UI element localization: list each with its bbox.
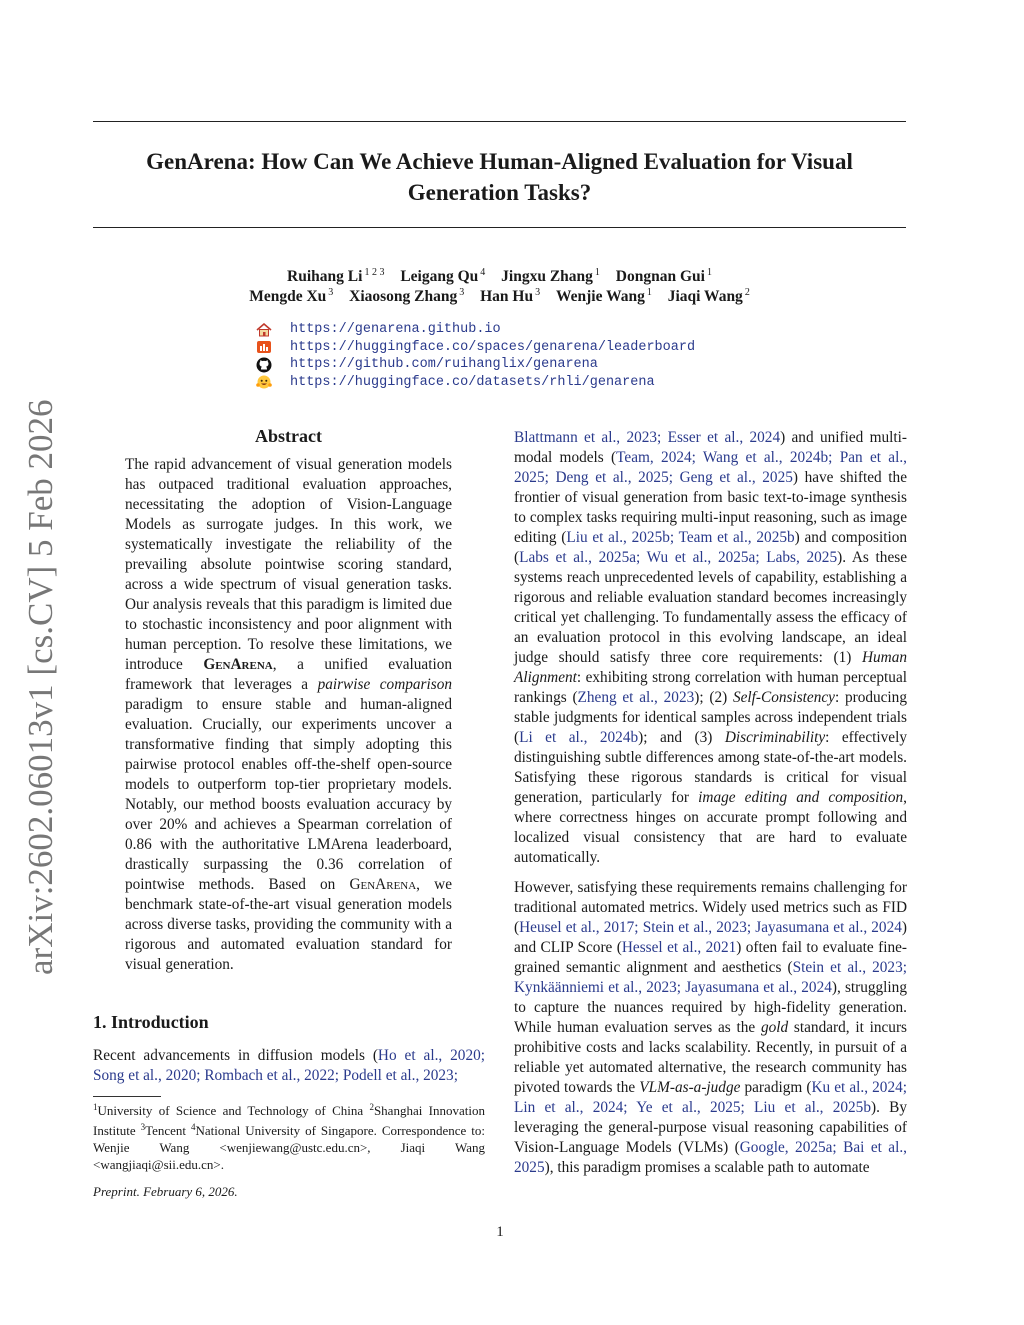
body-text: : exhibiting strong correlation with human perceptual rankings ( <box>514 669 907 706</box>
author-name: Ruihang Li <box>287 268 363 285</box>
author-name: Mengde Xu <box>249 288 327 305</box>
preprint-note: Preprint. February 6, 2026. <box>93 1184 238 1199</box>
project-links <box>256 321 695 391</box>
title-line-2: Generation Tasks? <box>407 180 592 205</box>
author-affiliation: 3 <box>535 287 541 298</box>
link-url[interactable]: https://huggingface.co/datasets/rhli/genarena <box>290 374 655 390</box>
body-emphasis: image editing and composition <box>698 789 904 806</box>
body-emphasis: Self-Consistency <box>732 689 835 706</box>
title-line-1: GenArena: How Can We Achieve Human-Aligned Evaluation for Visual <box>146 149 853 174</box>
body-text: : producing stable judgments for identical samples across independent trials ( <box>514 689 907 746</box>
body-text: ), struggling to capture the nuances required by high-fidelity generation. While human evaluation serves as the <box>514 979 907 1036</box>
abstract-text: paradigm to ensure stable and human-aligned evaluation. Crucially, our experiments uncover a transformative finding that simply adopting this pairwise protocol enables off-the-shelf open-source models to outperform top-tier proprietary models. Notably, our method boosts evaluation accuracy by over 20% and achieves a Spearman correlation of 0.86 with the authoritative LMArena leaderboard, drastically surpassing the 0.36 correlation of pointwise methods. Based on <box>125 696 452 893</box>
author <box>249 288 333 305</box>
intro-paragraph-right-2 <box>514 878 907 1178</box>
link-url[interactable]: https://genarena.github.io <box>290 322 501 338</box>
affiliation-footnote <box>93 1099 485 1173</box>
body-text: ) and CLIP Score ( <box>514 919 907 956</box>
citation-link[interactable]: Ho et al., 2020; Song et al., 2020; Rombach et al., 2022; Podell et al., 2023; <box>93 1047 485 1084</box>
footnote-mark: 1 <box>93 1102 98 1112</box>
body-emphasis: Discriminability <box>724 729 826 746</box>
link-url[interactable]: https://github.com/ruihanglix/genarena <box>290 357 598 373</box>
footnote-mark: 3 <box>140 1122 146 1132</box>
body-emphasis: VLM-as-a-judge <box>639 1079 741 1096</box>
citation-link[interactable]: Liu et al., 2025b; Team et al., 2025b <box>566 529 795 546</box>
footnote-text: University of Science and Technology of China <box>97 1103 370 1118</box>
abstract-body <box>125 455 452 975</box>
citation-link[interactable]: Google, 2025a; Bai et al., 2025 <box>514 1139 907 1176</box>
citation-link[interactable]: Li et al., 2024b <box>519 729 639 746</box>
paper-title <box>93 146 906 208</box>
author-name: Jiaqi Wang <box>667 288 743 305</box>
citation-link[interactable]: Heusel et al., 2017; Stein et al., 2023; Jayasumana et al., 2024 <box>519 919 902 936</box>
section-heading-introduction: 1. Introduction <box>93 1012 209 1032</box>
arxiv-identifier: arXiv:2602.06013v1 [cs.CV] 5 Feb 2026 <box>21 399 60 975</box>
author-affiliation: 1 2 3 <box>364 267 385 278</box>
body-text: ) have shifted the frontier of visual generation from basic text-to-image synthesis to complex tasks requiring multi-input reasoning, such as image editing ( <box>514 469 907 546</box>
footnote-text: Tencent <box>145 1123 192 1138</box>
footnote-mark: 2 <box>369 1102 374 1112</box>
author-affiliation: 3 <box>328 287 334 298</box>
title-bottom-rule <box>93 227 906 228</box>
author-affiliation: 1 <box>706 267 712 278</box>
body-text: : effectively distinguishing subtle differences among state-of-the-art models. Satisfying these rigorous standards is critical for visual generation, particularly for <box>514 729 907 806</box>
citation-link[interactable]: Labs et al., 2025a; Wu et al., 2025a; Labs, 2025 <box>519 549 838 566</box>
body-emphasis: Human Alignment <box>514 649 907 686</box>
github-icon <box>256 358 272 372</box>
footnote-text: National University of Singapore. Correspondence to: Wenjie Wang <wenjiewang@ustc.edu.cn>, Jiaqi Wang <wangjiaqi@sii.edu.cn>. <box>93 1123 485 1172</box>
footnote-text: Shanghai Innovation Institute <box>93 1103 485 1138</box>
author-affiliation: 4 <box>480 267 486 278</box>
link-url[interactable]: https://huggingface.co/spaces/genarena/leaderboard <box>290 339 696 355</box>
footnote-mark: 4 <box>191 1122 196 1132</box>
author-affiliation: 2 <box>744 287 750 298</box>
body-text: ) often fail to evaluate fine-grained semantic alignment and aesthetics ( <box>514 939 908 976</box>
author-name: Wenjie Wang <box>555 288 645 305</box>
title-top-rule <box>93 121 906 122</box>
author <box>668 288 750 305</box>
abstract-text: , we benchmark state-of-the-art visual generation models across diverse tasks, providing the community with a rigorous and automated evaluation standard for visual generation. <box>125 876 452 973</box>
citation-link[interactable]: Ku et al., 2024; Lin et al., 2024; Ye et al., 2025; Liu et al., 2025b <box>514 1079 907 1116</box>
author <box>349 288 464 305</box>
home-icon <box>256 323 272 337</box>
author-affiliation: 3 <box>459 287 465 298</box>
link-row[interactable] <box>256 339 695 357</box>
author-name: Jingxu Zhang <box>501 268 593 285</box>
brand-name: GenArena <box>349 876 417 893</box>
intro-paragraph <box>93 1046 485 1086</box>
body-text: However, satisfying these requirements remains challenging for traditional automated metrics. Widely used metrics such as FID ( <box>514 879 907 936</box>
author-name: Dongnan Gui <box>615 268 705 285</box>
body-text: paradigm ( <box>740 1079 812 1096</box>
body-text: standard, it incurs prohibitive costs and lacks scalability. Recently, in pursuit of a reliable yet automated alternative, the research community has pivoted towards the <box>514 1019 907 1096</box>
intro-text: Recent advancements in diffusion models ( <box>93 1047 378 1064</box>
author-affiliation: 1 <box>594 267 600 278</box>
leaderboard-icon <box>256 340 272 354</box>
link-row[interactable] <box>256 356 695 374</box>
author <box>556 288 652 305</box>
author-name: Leigang Qu <box>400 268 479 285</box>
body-text: ). By leveraging the general-purpose visual reasoning capabilities of Vision-Language Models (VLMs) ( <box>514 1099 907 1156</box>
citation-link[interactable]: Team, 2024; Wang et al., 2024b; Pan et al., 2025; Deng et al., 2025; Geng et al., 2025 <box>514 449 907 486</box>
body-text: ); (2) <box>694 689 733 706</box>
link-row[interactable] <box>256 321 695 339</box>
body-text: ), this paradigm promises a scalable path to automate <box>544 1159 870 1176</box>
abstract-text: The rapid advancement of visual generation models has outpaced traditional evaluation approaches, necessitating the adoption of Vision-Language Models as surrogate judges. In this work, we systematically investigate the reliability of the prevailing absolute pointwise scoring standard, across a wide spectrum of visual generation tasks. Our analysis reveals that this paradigm is limited due to stochastic inconsistency and poor alignment with human perception. To resolve these limitations, we introduce <box>125 456 452 673</box>
citation-link[interactable]: Hessel et al., 2021 <box>621 939 737 956</box>
author-name: Xiaosong Zhang <box>349 288 458 305</box>
footnote-rule <box>93 1096 161 1097</box>
author-row-2 <box>93 283 906 307</box>
intro-paragraph-right-1 <box>514 428 907 868</box>
body-text: ); and (3) <box>638 729 725 746</box>
citation-link[interactable]: Blattmann et al., 2023; Esser et al., 2024 <box>514 429 781 446</box>
body-emphasis: gold <box>760 1019 789 1036</box>
body-text: ). As these systems reach unprecedented levels of capability, establishing a rigorous and reliable evaluation standard becomes increasingly critical yet challenging. To fundamentally assess the efficacy of an evaluation protocol in this evolving landscape, an ideal judge should satisfy three core requirements: (1) <box>514 549 907 666</box>
body-text: ) and composition ( <box>514 529 908 566</box>
link-row[interactable] <box>256 374 695 392</box>
page-number: 1 <box>496 1224 504 1240</box>
author <box>480 288 540 305</box>
abstract-emphasis: pairwise comparison <box>317 676 452 693</box>
citation-link[interactable]: Zheng et al., 2023 <box>577 689 695 706</box>
huggingface-icon <box>256 375 272 389</box>
author-affiliation: 1 <box>646 287 652 298</box>
body-text: ) and unified multi-modal models ( <box>514 429 907 466</box>
brand-name: GenArena <box>203 656 273 673</box>
body-text: , where correctness hinges on accurate prompt following and localized visual consistency that are hard to evaluate automatically. <box>514 789 907 866</box>
author-name: Han Hu <box>480 288 534 305</box>
abstract-text: , a unified evaluation framework that leverages a <box>125 656 452 693</box>
citation-link[interactable]: Stein et al., 2023; Kynkäänniemi et al., 2023; Jayasumana et al., 2024 <box>514 959 907 996</box>
abstract-heading: Abstract <box>255 426 322 446</box>
